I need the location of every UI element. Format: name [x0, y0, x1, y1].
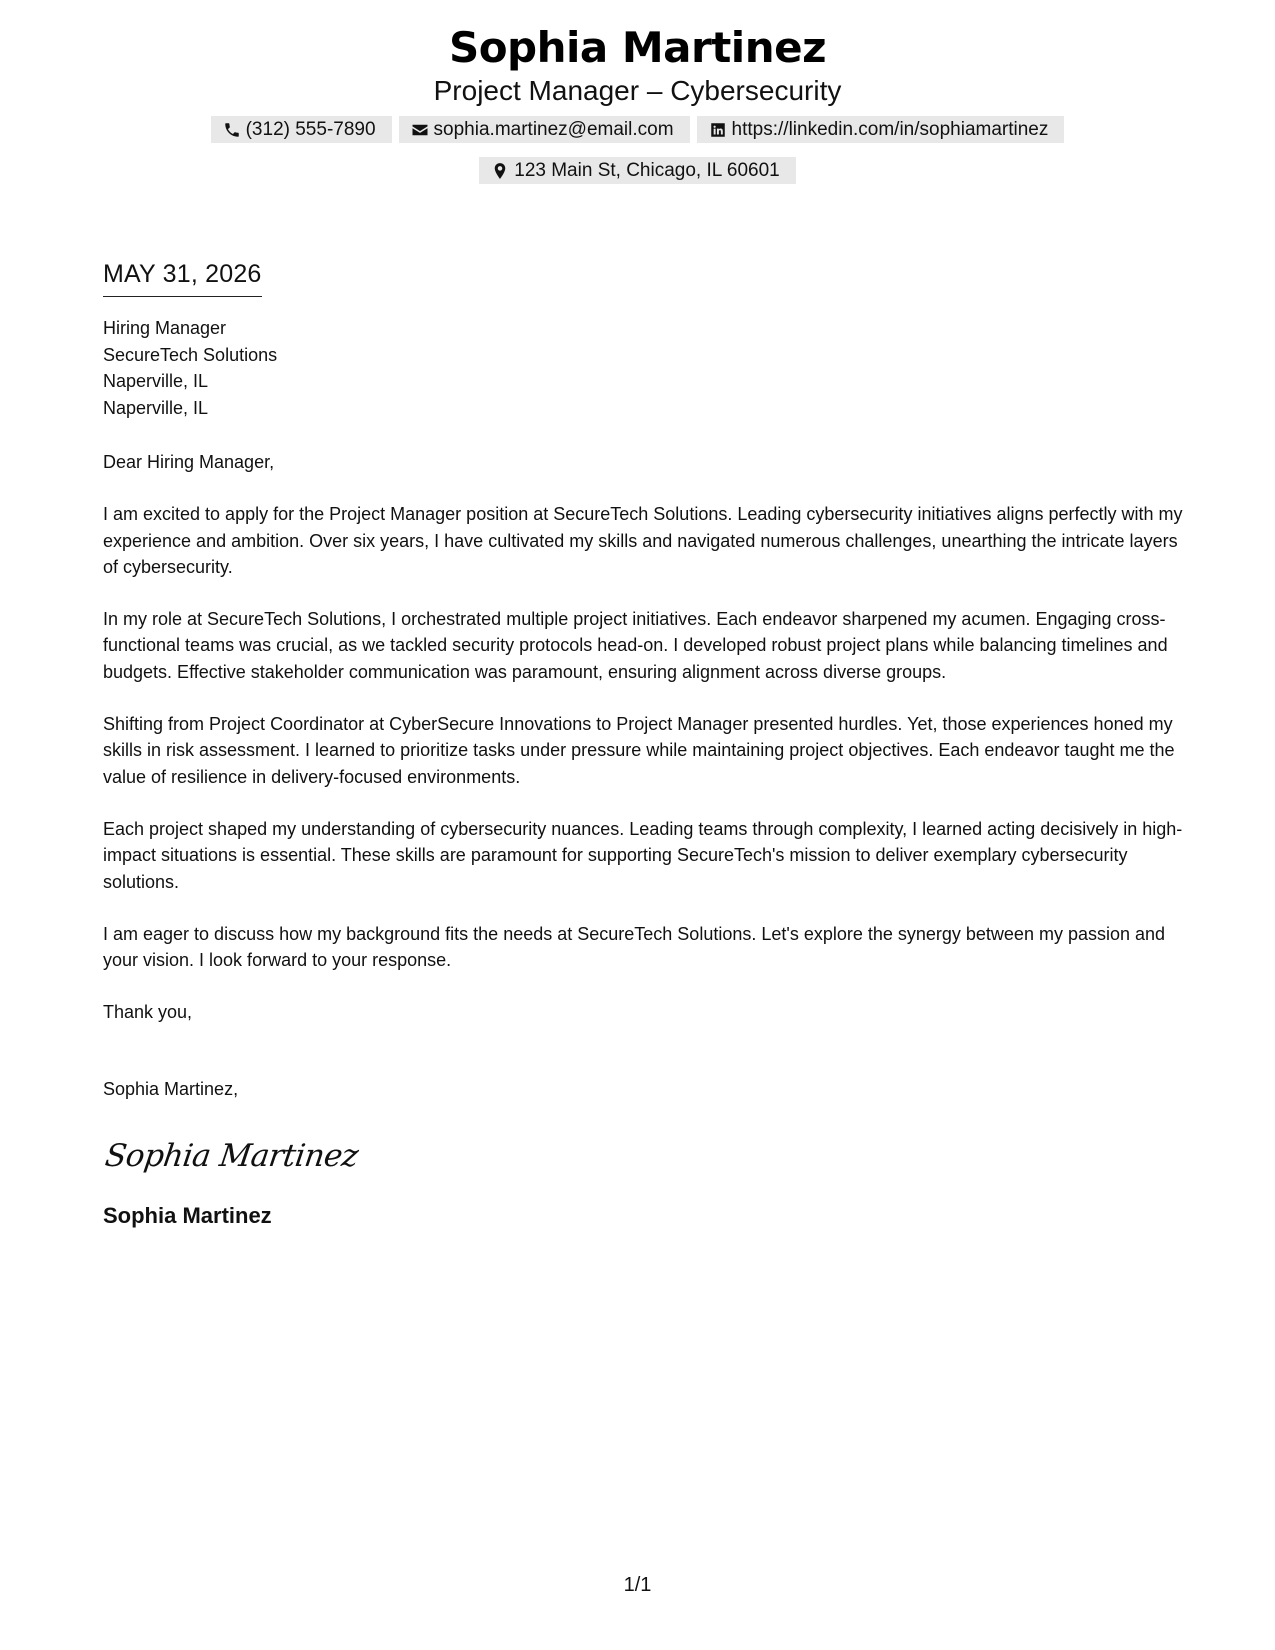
contact-email[interactable]: [399, 116, 690, 143]
letter-body: [103, 258, 1183, 1230]
recipient-line: Naperville, IL: [103, 371, 209, 391]
linkedin-icon: [709, 121, 727, 139]
contact-linkedin-text: https://linkedin.com/in/sophiamartinez: [731, 119, 1049, 140]
salutation: Dear Hiring Manager,: [103, 452, 275, 472]
signoff: Sophia Martinez,: [103, 1078, 239, 1099]
contact-info: [188, 116, 1088, 184]
envelope-icon: [411, 121, 429, 139]
body-paragraph: I am eager to discuss how my background fits the needs at SecureTech Solutions. Let's explore the synergy between my passion and your vision. I look forward to your response.: [103, 923, 1166, 971]
contact-linkedin[interactable]: [697, 116, 1065, 143]
body-paragraph: I am excited to apply for the Project Manager position at SecureTech Solutions. Leading cybersecurity initiatives aligns perfectly with my experience and ambition. Over six years, I have cultivated my skills and navigated numerous challenges, unearthing the intricate layers of cybersecurity.: [103, 504, 1183, 577]
recipient-line: Naperville, IL: [103, 397, 209, 418]
contact-email-text: sophia.martinez@email.com: [433, 119, 674, 140]
closing: Thank you,: [103, 1002, 193, 1023]
applicant-job-title: Project Manager – Cybersecurity: [433, 75, 842, 106]
contact-address: [479, 157, 795, 184]
map-pin-icon: [491, 162, 509, 180]
recipient-line: SecureTech Solutions: [103, 344, 278, 365]
letter-date: MAY 31, 2026: [103, 258, 262, 297]
contact-address-text: 123 Main St, Chicago, IL 60601: [514, 160, 780, 181]
signature-script: Sophia Martinez: [103, 1138, 361, 1175]
signature-name: Sophia Martinez: [103, 1203, 272, 1229]
page-number: 1/1: [623, 1574, 652, 1596]
applicant-name: Sophia Martinez: [448, 23, 827, 72]
body-paragraph: Shifting from Project Coordinator at CyberSecure Innovations to Project Manager presented hurdles. Yet, those experiences honed my skills in risk assessment. I learned to prioritize tasks under pressure while maintaining project objectives. Each endeavor taught me the value of resilience in delivery-focused environments.: [103, 714, 1175, 787]
contact-phone-text: (312) 555-7890: [245, 119, 376, 140]
handwritten-signature: [103, 1130, 1183, 1180]
letter-header: [0, 22, 1275, 184]
body-paragraph: Each project shaped my understanding of cybersecurity nuances. Leading teams through complexity, I learned acting decisively in high-impact situations is essential. These skills are paramount for supporting SecureTech's mission to deliver exemplary cybersecurity solutions.: [103, 818, 1183, 892]
recipient-block: [103, 315, 1183, 421]
phone-icon: [223, 121, 241, 139]
contact-phone[interactable]: [211, 116, 392, 143]
recipient-line: Hiring Manager: [103, 318, 227, 338]
body-paragraph: In my role at SecureTech Solutions, I orchestrated multiple project initiatives. Each endeavor sharpened my acumen. Engaging cross-functional teams was crucial, as we tackled security protocols head-on. I developed robust project plans while balancing timelines and budgets. Effective stakeholder communication was paramount, ensuring alignment across diverse groups.: [103, 609, 1168, 682]
